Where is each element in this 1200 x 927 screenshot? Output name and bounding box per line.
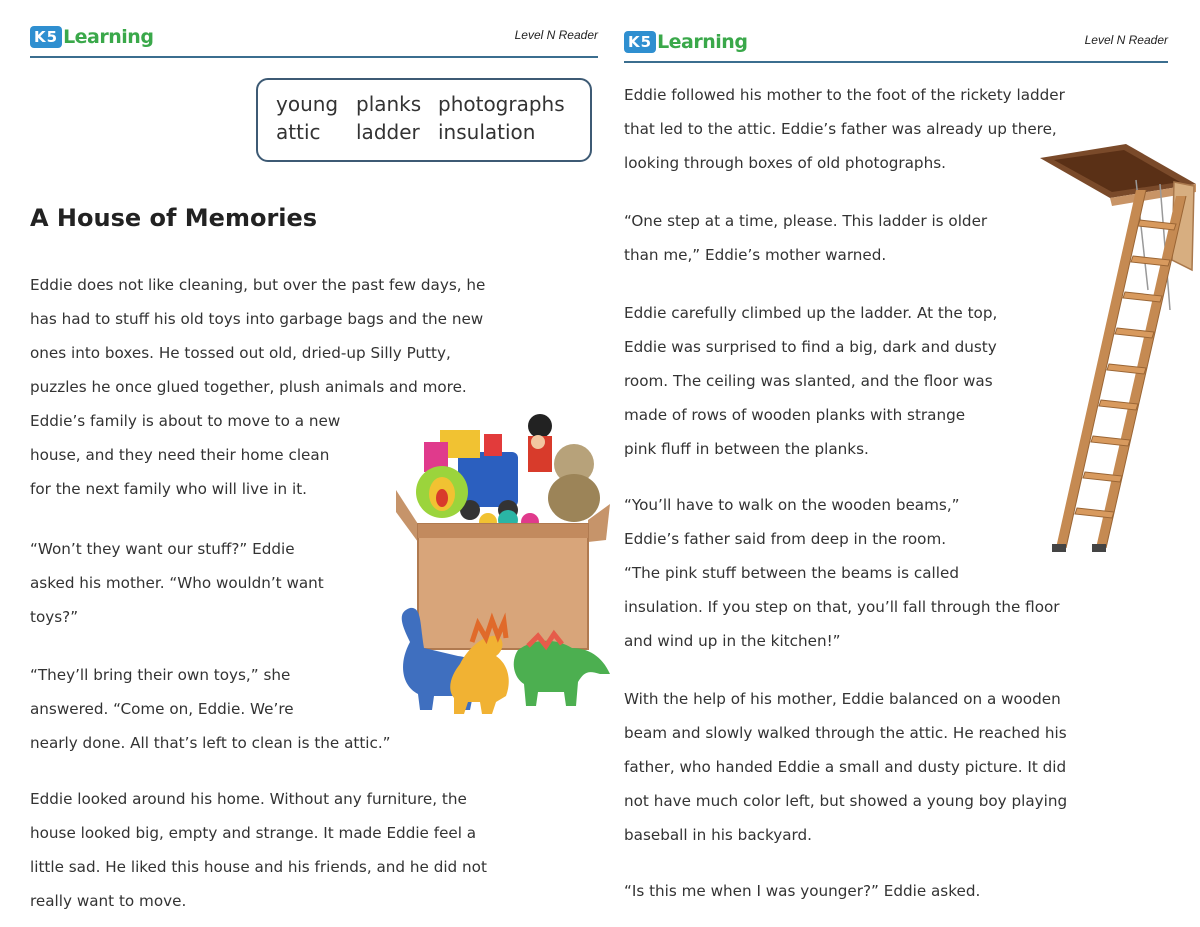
text-line: nearly done. All that’s left to clean is the attic.” (30, 734, 391, 752)
paragraph-5 (624, 682, 1184, 852)
text-line: puzzles he once glued together, plush animals and more. (30, 378, 467, 396)
vocab-word: ladder (356, 120, 420, 144)
text-line: “The pink stuff between the beams is called (624, 564, 959, 582)
text-line: father, who handed Eddie a small and dusty picture. It did (624, 758, 1067, 776)
text-line: beam and slowly walked through the attic. He reached his (624, 724, 1067, 742)
level-label: Level N Reader (514, 28, 598, 42)
text-line: “They’ll bring their own toys,” she (30, 666, 291, 684)
paragraph-2 (624, 204, 1064, 272)
vocab-word: attic (276, 120, 321, 144)
k5-learning-logo (624, 27, 747, 57)
text-line: house, and they need their home clean (30, 446, 330, 464)
text-line: answered. “Come on, Eddie. We’re (30, 700, 294, 718)
text-line: looking through boxes of old photographs. (624, 154, 946, 172)
text-line: Eddie followed his mother to the foot of the rickety ladder (624, 86, 1065, 104)
right-page (600, 0, 1200, 927)
text-line: asked his mother. “Who wouldn’t want (30, 574, 324, 592)
text-line: “You’ll have to walk on the wooden beams,” (624, 496, 960, 514)
paragraph-3 (624, 296, 1064, 466)
text-line: “Won’t they want our stuff?” Eddie (30, 540, 295, 558)
text-line: pink fluff in between the planks. (624, 440, 869, 458)
k5-learning-logo (30, 22, 153, 52)
text-line: for the next family who will live in it. (30, 480, 307, 498)
text-line: Eddie does not like cleaning, but over the past few days, he (30, 276, 486, 294)
story-title: A House of Memories (30, 204, 318, 232)
text-line: room. The ceiling was slanted, and the floor was (624, 372, 993, 390)
paragraph-2 (30, 532, 400, 634)
vocab-word: insulation (438, 120, 536, 144)
text-line: “Is this me when I was younger?” Eddie asked. (624, 882, 981, 900)
text-line: that led to the attic. Eddie’s father was already up there, (624, 120, 1057, 138)
text-line: insulation. If you step on that, you’ll fall through the floor (624, 598, 1060, 616)
vocabulary-box (256, 78, 592, 162)
text-line: than me,” Eddie’s mother warned. (624, 246, 887, 264)
text-line: has had to stuff his old toys into garbage bags and the new (30, 310, 484, 328)
text-line: made of rows of wooden planks with strange (624, 406, 966, 424)
logo-word: Learning (63, 26, 154, 48)
text-line: Eddie carefully climbed up the ladder. At the top, (624, 304, 998, 322)
text-line: really want to move. (30, 892, 187, 910)
text-line: ones into boxes. He tossed out old, dried-up Silly Putty, (30, 344, 451, 362)
logo-badge: K5 (30, 26, 62, 48)
text-line: Eddie’s father said from deep in the room. (624, 530, 947, 548)
vocab-word: photographs (438, 92, 565, 116)
text-line: Eddie was surprised to find a big, dark and dusty (624, 338, 997, 356)
text-line: toys?” (30, 608, 79, 626)
logo-word: Learning (657, 31, 748, 53)
text-line: baseball in his backyard. (624, 826, 812, 844)
paragraph-6 (624, 874, 1184, 908)
level-label: Level N Reader (1084, 33, 1168, 47)
text-line: Eddie looked around his home. Without any furniture, the (30, 790, 467, 808)
text-line: little sad. He liked this house and his friends, and he did not (30, 858, 487, 876)
text-line: not have much color left, but showed a young boy playing (624, 792, 1068, 810)
toy-box-illustration (388, 412, 614, 722)
left-header (30, 22, 598, 58)
text-line: house looked big, empty and strange. It made Eddie feel a (30, 824, 477, 842)
attic-ladder-illustration (1040, 140, 1200, 560)
vocab-word: planks (356, 92, 422, 116)
paragraph-4 (30, 782, 600, 918)
vocab-word: young (276, 92, 339, 116)
text-line: With the help of his mother, Eddie balanced on a wooden (624, 690, 1061, 708)
text-line: “One step at a time, please. This ladder is older (624, 212, 988, 230)
logo-badge: K5 (624, 31, 656, 53)
right-header (624, 27, 1168, 63)
text-line: Eddie’s family is about to move to a new (30, 412, 341, 430)
text-line: and wind up in the kitchen!” (624, 632, 841, 650)
